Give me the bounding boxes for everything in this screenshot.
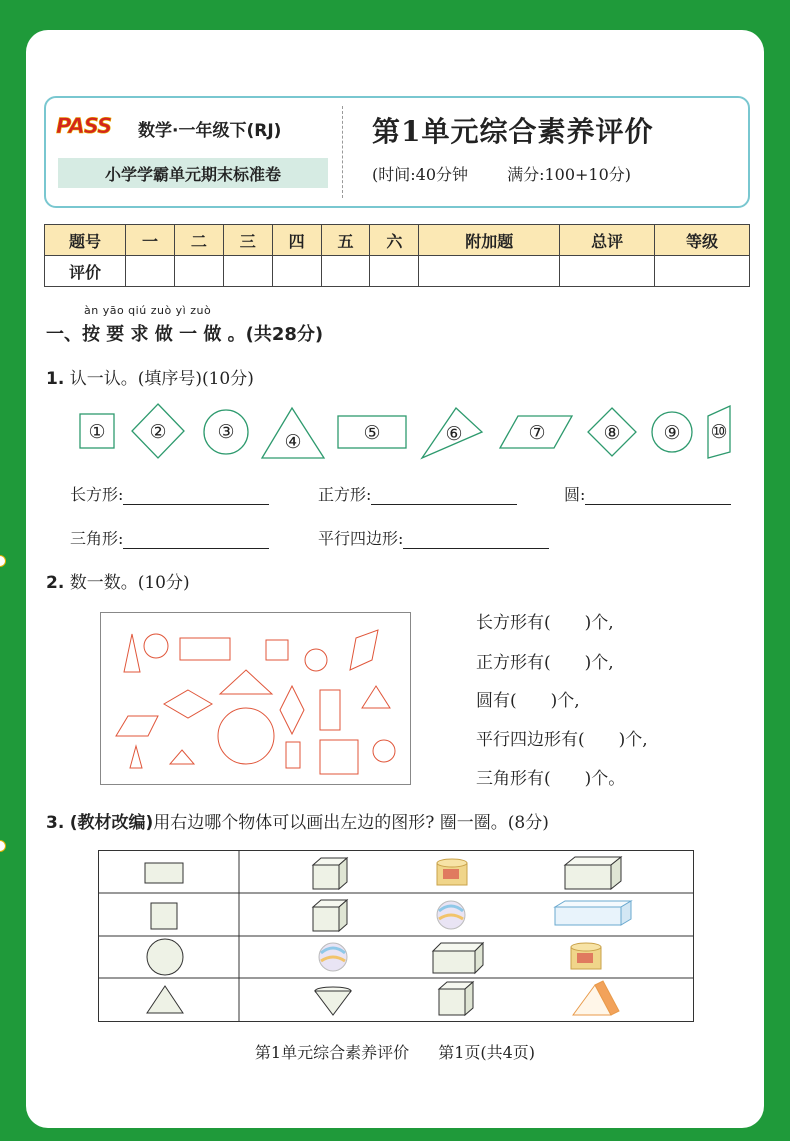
can-icon[interactable] bbox=[437, 859, 467, 885]
score-col: 等级 bbox=[655, 225, 750, 256]
blank-label: 圆: bbox=[564, 485, 586, 504]
q1-shapes bbox=[76, 402, 736, 462]
box-icon[interactable] bbox=[433, 943, 483, 973]
answer-triangles[interactable]: 三角形有( )个。 bbox=[476, 769, 626, 789]
score-cell[interactable] bbox=[223, 256, 272, 287]
binding-hole-icon bbox=[0, 555, 6, 567]
answer-line[interactable] bbox=[123, 530, 269, 549]
question-number: 3. bbox=[46, 813, 65, 833]
answer-line[interactable] bbox=[585, 486, 731, 505]
count-triangle bbox=[130, 746, 142, 768]
count-parallelogram bbox=[350, 630, 378, 670]
shape-label: ④ bbox=[284, 431, 302, 453]
worksheet-page bbox=[26, 30, 764, 1128]
shape-label: ⑩ bbox=[710, 421, 728, 443]
count-square bbox=[320, 740, 358, 774]
rectangle-shape bbox=[145, 863, 183, 883]
question-2 bbox=[46, 568, 190, 593]
object-match-table bbox=[98, 850, 694, 1022]
cone-icon[interactable] bbox=[315, 987, 351, 1015]
box-icon[interactable] bbox=[565, 857, 621, 889]
footer-page: 第1页(共4页) bbox=[438, 1043, 536, 1062]
score-cell[interactable] bbox=[419, 256, 560, 287]
score-table-header-row bbox=[45, 225, 750, 256]
score-cell[interactable] bbox=[174, 256, 223, 287]
score-cell[interactable] bbox=[560, 256, 655, 287]
section-title: 一、按 要 求 做 一 做 。(共28分) bbox=[46, 324, 324, 345]
count-shapes-figure bbox=[100, 612, 412, 786]
count-square bbox=[266, 640, 288, 660]
count-rectangle bbox=[286, 742, 300, 768]
question-text: 数一数。(10分) bbox=[69, 573, 190, 593]
count-circle bbox=[144, 634, 168, 658]
count-diamond bbox=[280, 686, 304, 734]
count-triangle bbox=[220, 670, 272, 694]
shape-label: ③ bbox=[217, 421, 235, 443]
series-label: 小学学霸单元期末标准卷 bbox=[58, 158, 328, 188]
shape-label: ⑦ bbox=[528, 422, 546, 444]
question-text: 用右边哪个物体可以画出左边的图形? 圈一圈。(8分) bbox=[153, 813, 549, 833]
answer-circles[interactable]: 圆有( )个, bbox=[476, 691, 580, 711]
cube-icon[interactable] bbox=[439, 982, 473, 1015]
count-circle bbox=[218, 708, 274, 764]
blank-rectangle bbox=[70, 482, 269, 505]
shape-label: ⑥ bbox=[445, 423, 463, 445]
answer-rectangles[interactable]: 长方形有( )个, bbox=[476, 613, 614, 633]
exam-info bbox=[372, 162, 665, 185]
page-title: 第1单元综合素养评价 bbox=[372, 115, 654, 148]
shape-label: ⑤ bbox=[363, 422, 381, 444]
score-cell[interactable] bbox=[272, 256, 321, 287]
blank-label: 长方形: bbox=[70, 485, 124, 504]
question-number: 2. bbox=[46, 573, 65, 593]
square-shape bbox=[151, 903, 177, 929]
count-rectangle bbox=[320, 690, 340, 730]
question-tag: (教材改编) bbox=[69, 813, 154, 833]
blank-label: 正方形: bbox=[318, 485, 372, 504]
count-circle bbox=[305, 649, 327, 671]
count-parallelogram bbox=[116, 716, 158, 736]
blank-square bbox=[318, 482, 517, 505]
score-col: 三 bbox=[223, 225, 272, 256]
answer-line[interactable] bbox=[403, 530, 549, 549]
question-1 bbox=[46, 364, 254, 389]
count-triangle bbox=[124, 634, 140, 672]
footer-title: 第1单元综合素养评价 bbox=[254, 1043, 410, 1062]
triangular-prism-icon[interactable] bbox=[573, 981, 619, 1015]
score-header-label: 题号 bbox=[45, 225, 126, 256]
question-number: 1. bbox=[46, 369, 65, 389]
shape-label: ① bbox=[88, 421, 106, 443]
score-col: 附加题 bbox=[419, 225, 560, 256]
shape-label: ⑨ bbox=[663, 422, 681, 444]
worksheet-header bbox=[44, 96, 750, 208]
score-cell[interactable] bbox=[321, 256, 370, 287]
score-col: 六 bbox=[370, 225, 419, 256]
header-divider bbox=[342, 106, 343, 198]
count-triangle bbox=[170, 750, 194, 764]
score-col: 总评 bbox=[560, 225, 655, 256]
count-diamond bbox=[164, 690, 212, 718]
cube-icon[interactable] bbox=[313, 900, 347, 931]
answer-parallelograms[interactable]: 平行四边形有( )个, bbox=[476, 730, 648, 750]
subject-label: 数学·一年级下(RJ) bbox=[138, 121, 282, 141]
ball-icon[interactable] bbox=[437, 901, 465, 929]
pass-logo: PASS bbox=[56, 114, 112, 138]
ball-icon[interactable] bbox=[319, 943, 347, 971]
blank-parallelogram bbox=[318, 526, 549, 549]
answer-line[interactable] bbox=[123, 486, 269, 505]
answer-line[interactable] bbox=[371, 486, 517, 505]
blank-circle bbox=[564, 482, 731, 505]
binding-hole-icon bbox=[0, 840, 6, 852]
section-pinyin: àn yāo qiú zuò yì zuò bbox=[84, 304, 212, 317]
score-col: 五 bbox=[321, 225, 370, 256]
count-rectangle bbox=[180, 638, 230, 660]
cube-icon[interactable] bbox=[313, 858, 347, 889]
page-footer bbox=[26, 1040, 764, 1063]
score-col: 四 bbox=[272, 225, 321, 256]
triangle-shape bbox=[147, 986, 183, 1013]
score-cell[interactable] bbox=[370, 256, 419, 287]
can-icon[interactable] bbox=[571, 943, 601, 969]
score-col: 二 bbox=[174, 225, 223, 256]
shape-label: ② bbox=[149, 421, 167, 443]
count-triangle bbox=[362, 686, 390, 708]
blank-label: 平行四边形: bbox=[318, 529, 404, 548]
exam-score: 满分:100+10分) bbox=[507, 165, 632, 184]
toothpaste-box-icon[interactable] bbox=[555, 901, 631, 925]
question-3 bbox=[46, 808, 549, 833]
question-text: 认一认。(填序号)(10分) bbox=[69, 369, 254, 389]
score-col: 一 bbox=[126, 225, 175, 256]
answer-squares[interactable]: 正方形有( )个, bbox=[476, 653, 614, 673]
exam-time: (时间:40分钟 bbox=[372, 165, 468, 184]
score-table-eval-row bbox=[45, 256, 750, 287]
score-row-label: 评价 bbox=[45, 256, 126, 287]
shape-label: ⑧ bbox=[603, 422, 621, 444]
circle-shape bbox=[147, 939, 183, 975]
blank-triangle bbox=[70, 526, 269, 549]
blank-label: 三角形: bbox=[70, 529, 124, 548]
score-cell[interactable] bbox=[655, 256, 750, 287]
count-circle bbox=[373, 740, 395, 762]
score-table bbox=[44, 224, 750, 287]
score-cell[interactable] bbox=[126, 256, 175, 287]
